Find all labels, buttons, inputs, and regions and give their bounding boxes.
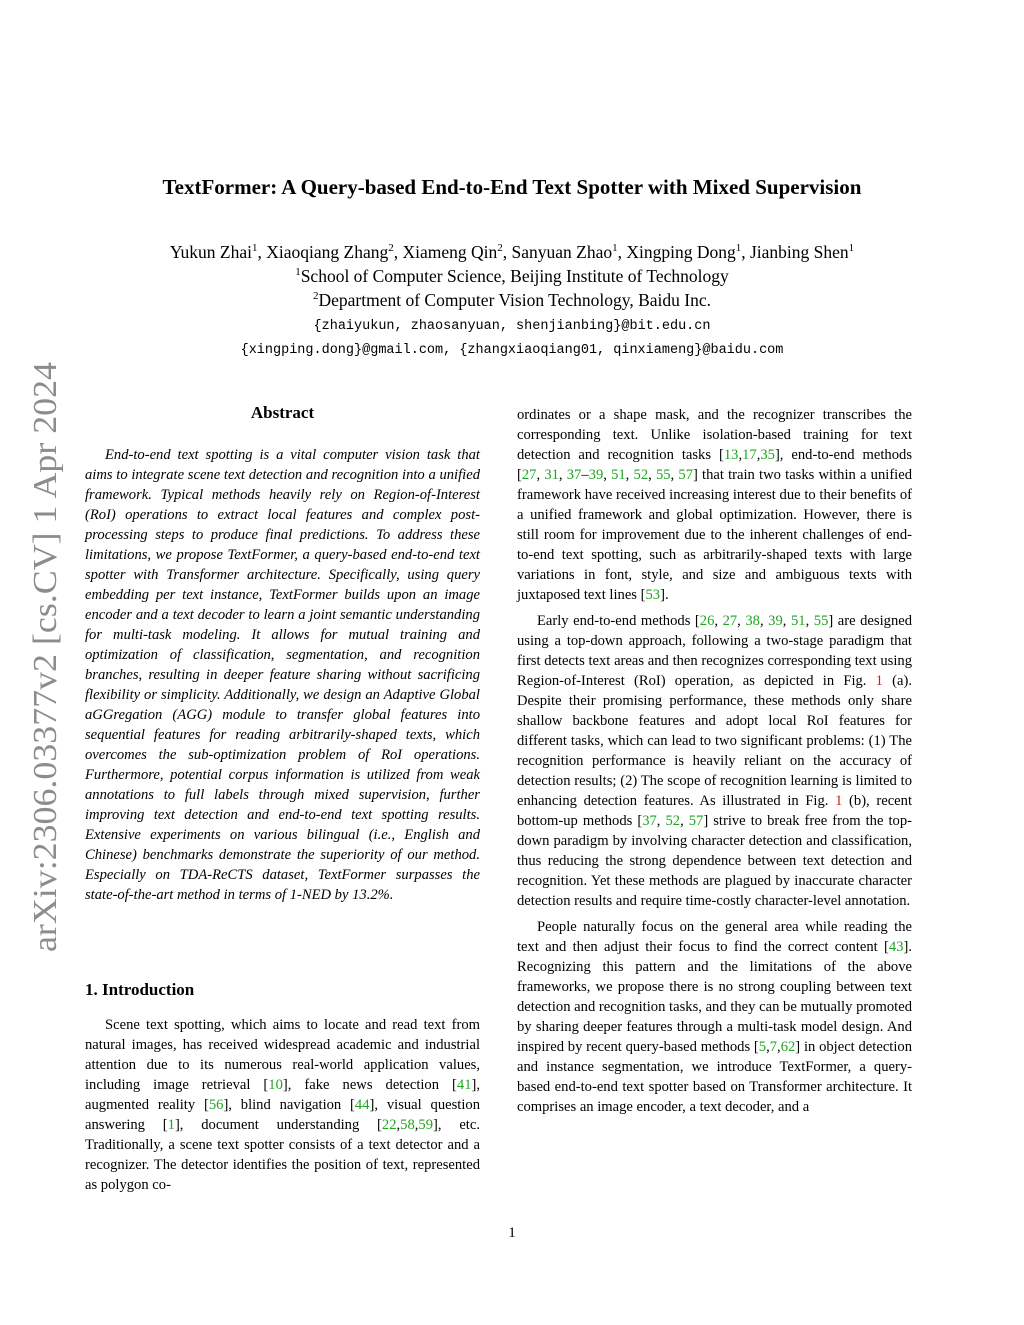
citation-link[interactable]: 22 [381,1117,397,1133]
citation-link[interactable]: 27 [722,613,738,629]
intro-paragraph: Early end-to-end methods [26, 27, 38, 39, 51, 55] are designed using a top-down approach, following a two-stage paradigm that first detects text areas and then recognizes corresponding text using Region-of-Interest (RoI) operation, as depicted in Fig. 1 (a). Despite their promising performance, these methods only share shallow backbone features and adopt local RoI features for different tasks, which can lead to two significant problems: (1) The recognition performance is heavily reliant on the accuracy of detection results; (2) The scope of recognition learning is limited to enhancing detection features. As illustrated in Fig. 1 (b), recent bottom-up methods [37, 52, 57] strive to break free from the top-down paradigm by involving character detection and classification, thus reducing the strong dependence between text detection and recognition. Yet these methods are plagued by inaccurate character detection results and require time-costly character-level annotation. [517,613,913,909]
citation-link[interactable]: 1 [167,1117,175,1133]
introduction-right-column [517,405,912,1117]
citation-link[interactable]: 59 [418,1117,434,1133]
abstract-text: End-to-end text spotting is a vital computer vision task that aims to integrate scene text detection and recognition into a unified framework. Typical methods heavily rely on Region-of-Interest (RoI) operations to extract local features and complex post-processing steps to produce final predictions. To address these limitations, we propose TextFormer, a query-based end-to-end text spotter with Transformer architecture. Specifically, using query embedding per text instance, TextFormer builds upon an image encoder and a text decoder to learn a joint semantic understanding for multi-task modeling. It allows for mutual training and optimization of classification, segmentation, and recognition branches, resulting in deeper feature sharing without sacrificing flexibility or simplicity. Additionally, we design an Adaptive Global aGGregation (AGG) module to transfer global features into sequential features for reading arbitrarily-shaped texts, which overcomes the sub-optimization problem of RoI operations. Furthermore, potential corpus information is utilized from weak annotations to full labels through mixed supervision, further improving text detection and end-to-end text spotting results. Extensive experiments on various bilingual (i.e., English and Chinese) benchmarks demonstrate the superiority of our method. Especially on TDA-ReCTS dataset, TextFormer surpasses the state-of-the-art method in terms of 1-NED by 13.2%. [85,447,480,903]
citation-link[interactable]: 41 [456,1077,472,1093]
author-name: Xiameng Qin [402,242,498,262]
citation-link[interactable]: 37 [566,467,582,483]
citation-link[interactable]: 37 [642,813,657,829]
citation-link[interactable]: 52 [665,813,681,829]
introduction-left-column [85,1015,480,1195]
citation-link[interactable]: 27 [521,467,537,483]
figure-reference-link[interactable]: 1 [875,673,883,689]
citation-link[interactable]: 56 [208,1097,224,1113]
citation-link[interactable]: 52 [633,467,649,483]
citation-link[interactable]: 62 [780,1039,796,1055]
arxiv-stamp-text: arXiv:2306.03377v2 [cs.CV] 1 Apr 2024 [27,392,64,952]
email-line: {xingping.dong}@gmail.com, {zhangxiaoqiang01, qinxiameng}@baidu.com [240,343,784,358]
citation-link[interactable]: 35 [760,447,775,463]
author-list: Yukun Zhai$^1$, Xiaoqiang Zhang$^2$, Xiameng Qin$^2$, Sanyuan Zhao$^1$, Xingping Dong$^1$, Jianbing Shen$^1$ [169,242,855,262]
abstract-heading: Abstract [250,403,315,422]
affiliation-name: School of Computer Science, Beijing Institute of Technology [300,266,729,286]
section-heading-introduction: 1. Introduction [85,980,195,999]
affiliation-line [0,288,1024,312]
author-name: Sanyuan Zhao [511,242,613,262]
author-name: Xiaoqiang Zhang [266,242,389,262]
citation-link[interactable]: 31 [544,467,559,483]
affiliation-marker: 2 [312,290,319,303]
citation-link[interactable]: 39 [768,613,783,629]
citation-link[interactable]: 17 [742,447,757,463]
citation-link[interactable]: 39 [588,467,604,483]
citation-link[interactable]: 55 [813,613,829,629]
abstract-body [85,445,480,905]
affiliation-marker: 1 [251,242,258,255]
intro-paragraph: ordinates or a shape mask, and the recognizer transcribes the corresponding text. Unlike isolation-based training for text detection and recognition tasks [13,17,35], end-to-end methods [27, 31, 37–39, 51, 52, 55, 57] that train two tasks within a unified framework have received increasing interest due to their benefits of a unified framework and global optimization. However, there is still room for improvement due to the inherent challenges of end-to-end text spotting, such as arbitrarily-shaped texts with large variations in font, style, and size and ambiguous texts with juxtaposed text lines [53]. [517,407,913,603]
affiliation-marker: 1 [295,266,301,279]
affiliation-marker: 1 [848,242,855,255]
author-name: Yukun Zhai [169,242,252,262]
author-name: Jianbing Shen [749,242,849,262]
citation-link[interactable]: 51 [611,467,626,483]
citation-link[interactable]: 26 [699,613,715,629]
citation-link[interactable]: 13 [723,447,739,463]
affiliation-list [0,264,1024,312]
arxiv-identifier-stamp [16,360,66,960]
intro-paragraph: People naturally focus on the general area while reading the text and then adjust their focus to find the correct content [43]. Recognizing this pattern and the limitations of the above frameworks, we propose there is no strong coupling between text detection and recognition tasks, and they can be mutually promoted by sharing deeper features through a multi-task model design. And inspired by recent query-based methods [5,7,62] in object detection and instance segmentation, we introduce TextFormer, a query-based end-to-end text spotter based on Transformer architecture. It comprises an image encoder, a text decoder, and a [517,919,912,1115]
figure-reference-link[interactable]: 1 [835,793,843,809]
citation-link[interactable]: 44 [354,1097,370,1113]
citation-link[interactable]: 57 [678,467,693,483]
affiliation-marker: 1 [612,242,618,255]
citation-link[interactable]: 7 [769,1039,778,1055]
citation-link[interactable]: 58 [400,1117,415,1133]
affiliation-marker: 1 [735,242,742,255]
citation-link[interactable]: 43 [888,939,904,955]
email-line: {zhaiyukun, zhaosanyuan, shenjianbing}@bit.edu.cn [313,319,711,334]
affiliation-marker: 2 [388,242,394,255]
citation-link[interactable]: 38 [745,613,760,629]
citation-link[interactable]: 5 [758,1039,767,1055]
citation-link[interactable]: 55 [655,467,671,483]
citation-link[interactable]: 53 [645,587,661,603]
citation-link[interactable]: 57 [688,813,704,829]
citation-link[interactable]: 10 [268,1077,283,1093]
intro-paragraph: Scene text spotting, which aims to locate and read text from natural images, has received widespread academic and industrial attention due to its numerous real-world application values, including image retrieval [10], fake news detection [41], augmented reality [56], blind navigation [44], visual question answering [1], document understanding [22,58,59], etc. Traditionally, a scene text spotter consists of a text detector and a recognizer. The detector identifies the position of text, represented as polygon co- [85,1017,481,1193]
affiliation-marker: 2 [497,242,503,255]
page-number: 1 [508,1225,516,1241]
email-block [0,315,1024,363]
affiliation-line [0,264,1024,288]
affiliation-name: Department of Computer Vision Technology, Baidu Inc. [318,290,712,310]
citation-link[interactable]: 51 [790,613,806,629]
paper-title: TextFormer: A Query-based End-to-End Text Spotter with Mixed Supervision [162,175,862,199]
author-name: Xingping Dong [626,242,736,262]
author-block [0,240,1024,312]
